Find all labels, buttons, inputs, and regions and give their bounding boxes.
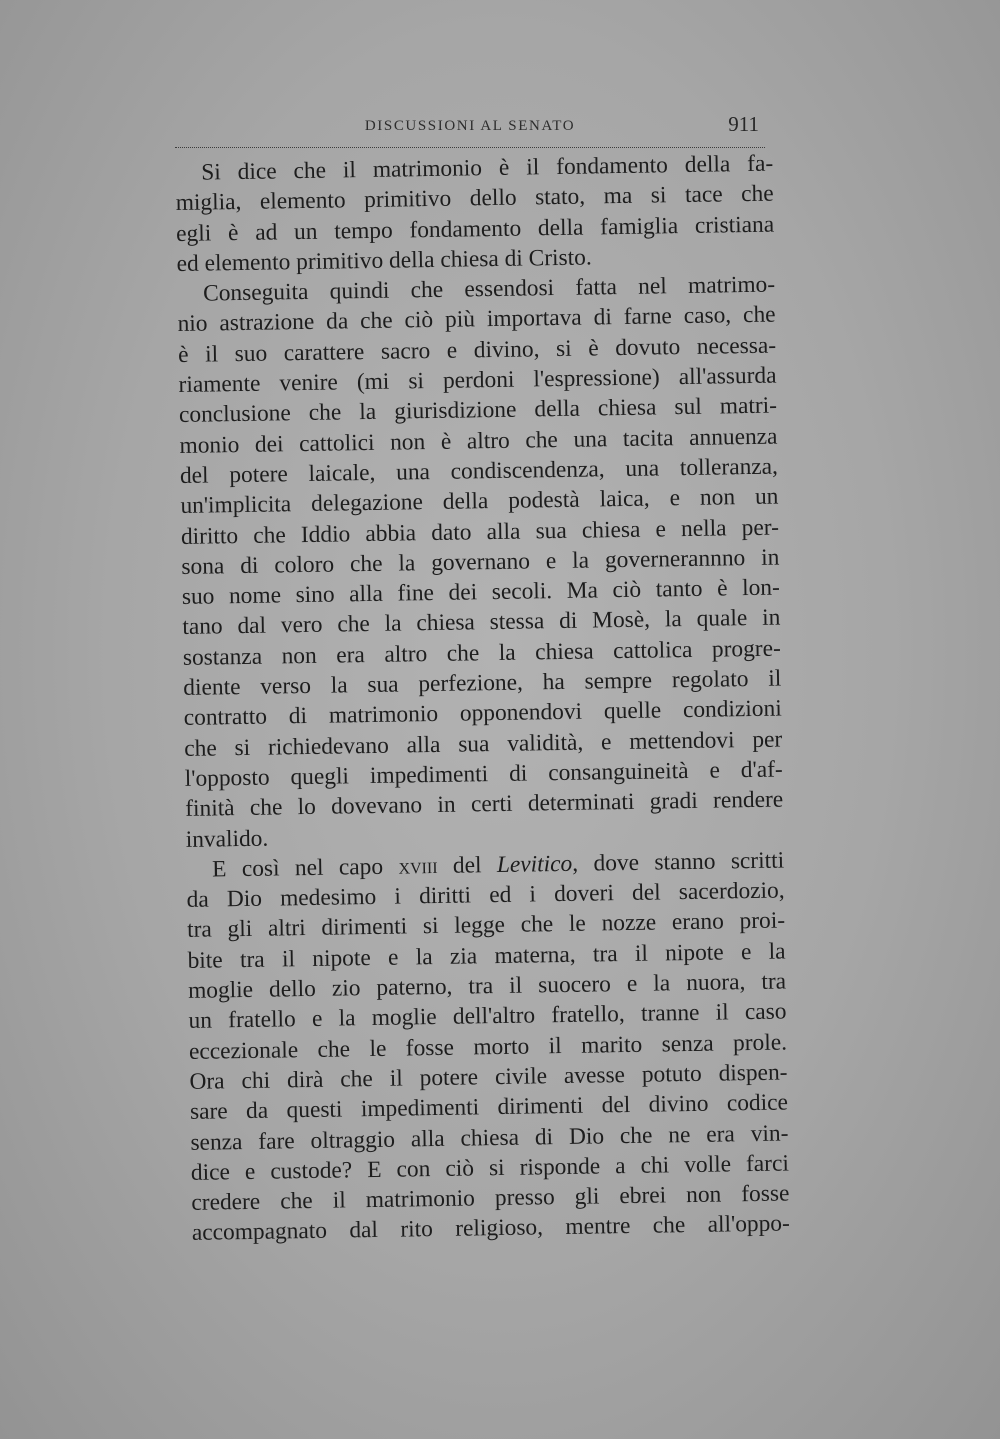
text-line: un'implicita delegazione della podestà laica, e non un — [180, 483, 779, 520]
text-line: credere che il matrimonio presso gli ebrei non fosse — [191, 1180, 790, 1216]
text-line: suo nome sino alla fine dei secoli. Ma ciò tanto è lon- — [181, 574, 781, 611]
text-fragment: , dove stanno scritti — [572, 847, 785, 877]
text-line: bite tra il nipote e la zia materna, tra il nipote e la — [187, 938, 786, 974]
text-line: diente verso la sua perfezione, ha sempre regolato il — [183, 665, 782, 701]
text-line: conclusione che la giurisdizione della chiesa sul matri- — [178, 392, 778, 429]
text-line: sona di coloro che la governano e la governerannno in — [181, 544, 780, 580]
text-line: miglia, elemento primitivo dello stato, ma si tace che — [175, 180, 774, 217]
text-line: dice e custode? E con ciò si risponde a chi volle farci — [190, 1150, 790, 1186]
text-line: eccezionale che le fosse morto il marito senza prole. — [188, 1029, 788, 1065]
text-line: l'opposto quegli impedimenti di consanguineità e d'af- — [184, 756, 783, 792]
text-line: è il suo carattere sacro e divino, si è dovuto necessa- — [177, 332, 777, 368]
text-line: Conseguita quindi che essendosi fatta nel matrimo- — [202, 271, 776, 307]
paragraph-3 — [186, 845, 790, 1248]
text-line: sare da questi impedimenti dirimenti del divino codice — [189, 1089, 789, 1126]
text-line: moglie dello zio paterno, tra il suocero e la nuora, tra — [187, 968, 787, 1004]
text-line: Ora chi dirà che il potere civile avesse potuto dispen- — [189, 1059, 788, 1095]
text-line: egli è ad un tempo fondamento della famiglia cristiana — [175, 211, 775, 247]
text-line: contratto di matrimonio opponendovi quelle condizioni — [183, 695, 782, 732]
header-rule — [175, 147, 765, 148]
body-text — [175, 149, 790, 1249]
running-title: DISCUSSIONI AL SENATO — [364, 118, 576, 134]
text-line: monio dei cattolici non è altro che una tacita annuenza — [179, 423, 778, 459]
running-head — [175, 112, 765, 148]
text-line: riamente venire (mi si perdoni l'espressione) all'assurda — [178, 362, 777, 399]
paragraph-1 — [175, 149, 775, 280]
text-line: ed elemento primitivo della chiesa di Cristo. — [176, 244, 592, 277]
text-line: tano dal vero che la chiesa stessa di Mosè, la quale in — [182, 605, 781, 641]
text-fragment: del — [437, 851, 498, 879]
page-number: 911 — [728, 112, 759, 136]
text-line: finità che lo dovevano in certi determinati gradi rendere — [185, 786, 784, 823]
text-line: sostanza non era altro che la chiesa cattolica progre- — [182, 635, 781, 671]
text-line: che si richiedevano alla sua validità, e mettendovi per — [184, 726, 783, 762]
roman-numeral: xviii — [398, 852, 438, 880]
book-title: Levitico — [496, 850, 573, 878]
text-line: del potere laicale, una condiscendenza, una tolleranza, — [179, 453, 779, 489]
text-line: accompagnato dal rito religioso, mentre che all'oppo- — [191, 1210, 791, 1247]
text-line: da Dio medesimo i diritti ed i doveri del sacerdozio, — [186, 877, 785, 914]
text-line: invalido. — [185, 825, 269, 853]
text-line: un fratello e la moglie dell'altro fratello, tranne il caso — [188, 998, 787, 1035]
text-line: Si dice che il matrimonio è il fondamento della fa- — [201, 150, 774, 186]
text-fragment: E così nel capo — [211, 853, 399, 883]
text-line: diritto che Iddio abbia dato alla sua chiesa e nella per- — [180, 514, 780, 550]
paragraph-2 — [177, 270, 784, 855]
text-line: nio astrazione da che ciò più importava di farne caso, che — [177, 302, 776, 338]
text-line: tra gli altri dirimenti si legge che le nozze erano proi- — [186, 907, 786, 944]
text-line: senza fare oltraggio alla chiesa di Dio che ne era vin- — [190, 1119, 789, 1156]
